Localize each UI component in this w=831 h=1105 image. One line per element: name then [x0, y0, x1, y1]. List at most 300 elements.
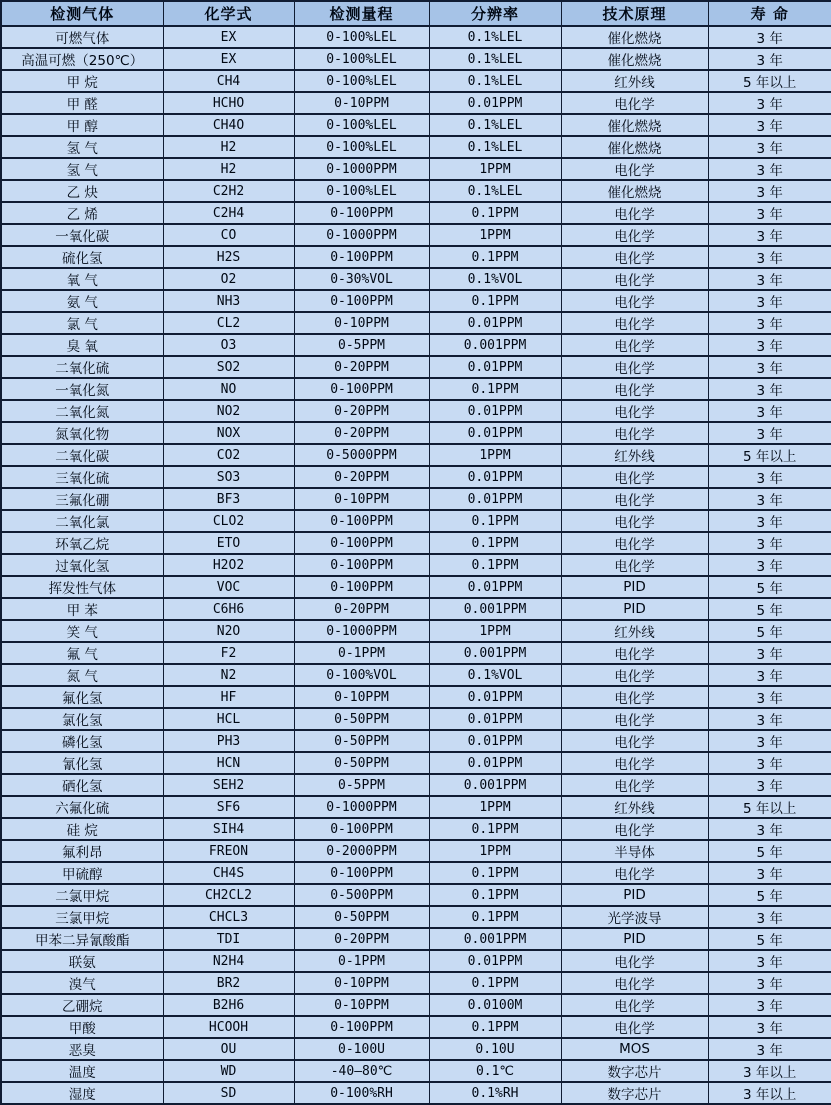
table-row: [1, 686, 831, 708]
cell-principle: 电化学: [561, 972, 708, 994]
cell-resolution: 0.1PPM: [429, 290, 561, 312]
cell-lifespan: 3 年: [708, 48, 831, 70]
cell-chemical-formula: OU: [163, 1038, 294, 1060]
cell-principle: 电化学: [561, 510, 708, 532]
cell-gas-name: 氢 气: [1, 136, 163, 158]
cell-detection-range: 0-1000PPM: [294, 158, 429, 180]
cell-lifespan: 5 年: [708, 928, 831, 950]
table-row: [1, 532, 831, 554]
table-row: [1, 356, 831, 378]
cell-detection-range: 0-50PPM: [294, 708, 429, 730]
cell-chemical-formula: CLO2: [163, 510, 294, 532]
cell-resolution: 0.0100M: [429, 994, 561, 1016]
cell-resolution: 0.01PPM: [429, 686, 561, 708]
cell-chemical-formula: WD: [163, 1060, 294, 1082]
cell-principle: 数字芯片: [561, 1060, 708, 1082]
cell-chemical-formula: N2O: [163, 620, 294, 642]
table-row: [1, 114, 831, 136]
cell-resolution: 0.1PPM: [429, 202, 561, 224]
table-row: [1, 136, 831, 158]
cell-detection-range: 0-100PPM: [294, 862, 429, 884]
cell-lifespan: 5 年: [708, 576, 831, 598]
header-row: [1, 1, 831, 26]
cell-lifespan: 5 年: [708, 620, 831, 642]
cell-resolution: 0.1%LEL: [429, 26, 561, 48]
cell-principle: 光学波导: [561, 906, 708, 928]
cell-gas-name: 甲 苯: [1, 598, 163, 620]
cell-gas-name: 笑 气: [1, 620, 163, 642]
cell-principle: 电化学: [561, 708, 708, 730]
cell-gas-name: 一氧化碳: [1, 224, 163, 246]
cell-chemical-formula: VOC: [163, 576, 294, 598]
cell-chemical-formula: N2: [163, 664, 294, 686]
cell-principle: 催化燃烧: [561, 114, 708, 136]
cell-lifespan: 3 年: [708, 532, 831, 554]
column-header-gas: 检测气体: [1, 1, 163, 26]
cell-lifespan: 3 年: [708, 158, 831, 180]
cell-gas-name: 湿度: [1, 1082, 163, 1104]
cell-chemical-formula: ETO: [163, 532, 294, 554]
cell-gas-name: 氮氧化物: [1, 422, 163, 444]
cell-detection-range: 0-100PPM: [294, 1016, 429, 1038]
cell-principle: 电化学: [561, 774, 708, 796]
cell-detection-range: 0-100PPM: [294, 576, 429, 598]
column-header-principle: 技术原理: [561, 1, 708, 26]
cell-lifespan: 3 年: [708, 312, 831, 334]
cell-chemical-formula: TDI: [163, 928, 294, 950]
cell-resolution: 0.1PPM: [429, 1016, 561, 1038]
cell-resolution: 0.01PPM: [429, 466, 561, 488]
cell-principle: 电化学: [561, 290, 708, 312]
table-row: [1, 1016, 831, 1038]
table-row: [1, 488, 831, 510]
cell-lifespan: 3 年: [708, 378, 831, 400]
cell-lifespan: 5 年: [708, 598, 831, 620]
cell-gas-name: 氟利昂: [1, 840, 163, 862]
cell-lifespan: 3 年: [708, 268, 831, 290]
cell-gas-name: 氟化氢: [1, 686, 163, 708]
table-row: [1, 444, 831, 466]
column-header-range: 检测量程: [294, 1, 429, 26]
cell-chemical-formula: C6H6: [163, 598, 294, 620]
table-row: [1, 180, 831, 202]
cell-chemical-formula: CHCL3: [163, 906, 294, 928]
cell-resolution: 0.1PPM: [429, 510, 561, 532]
cell-gas-name: 二氧化氯: [1, 510, 163, 532]
cell-principle: 电化学: [561, 422, 708, 444]
cell-lifespan: 3 年: [708, 730, 831, 752]
cell-lifespan: 5 年以上: [708, 796, 831, 818]
table-row: [1, 774, 831, 796]
cell-gas-name: 磷化氢: [1, 730, 163, 752]
cell-detection-range: 0-100PPM: [294, 818, 429, 840]
cell-lifespan: 3 年: [708, 752, 831, 774]
cell-gas-name: 氧 气: [1, 268, 163, 290]
cell-resolution: 0.01PPM: [429, 708, 561, 730]
cell-detection-range: 0-10PPM: [294, 686, 429, 708]
cell-gas-name: 乙 烯: [1, 202, 163, 224]
cell-resolution: 0.1PPM: [429, 884, 561, 906]
cell-resolution: 0.001PPM: [429, 928, 561, 950]
cell-principle: PID: [561, 884, 708, 906]
table-header: [1, 1, 831, 26]
cell-detection-range: 0-1000PPM: [294, 796, 429, 818]
cell-detection-range: -40—80℃: [294, 1060, 429, 1082]
cell-lifespan: 3 年: [708, 422, 831, 444]
cell-detection-range: 0-20PPM: [294, 928, 429, 950]
cell-gas-name: 氯化氢: [1, 708, 163, 730]
cell-detection-range: 0-1PPM: [294, 642, 429, 664]
cell-gas-name: 氯 气: [1, 312, 163, 334]
cell-detection-range: 0-5PPM: [294, 334, 429, 356]
cell-resolution: 1PPM: [429, 796, 561, 818]
cell-lifespan: 3 年: [708, 774, 831, 796]
cell-detection-range: 0-100PPM: [294, 246, 429, 268]
cell-resolution: 0.001PPM: [429, 598, 561, 620]
column-header-lifespan: 寿 命: [708, 1, 831, 26]
cell-chemical-formula: FREON: [163, 840, 294, 862]
table-row: [1, 972, 831, 994]
cell-principle: 电化学: [561, 488, 708, 510]
cell-gas-name: 乙硼烷: [1, 994, 163, 1016]
cell-resolution: 0.01PPM: [429, 730, 561, 752]
cell-chemical-formula: HCN: [163, 752, 294, 774]
cell-gas-name: 甲 烷: [1, 70, 163, 92]
table-row: [1, 312, 831, 334]
cell-resolution: 0.1%VOL: [429, 664, 561, 686]
cell-lifespan: 3 年: [708, 488, 831, 510]
cell-detection-range: 0-100PPM: [294, 510, 429, 532]
cell-detection-range: 0-10PPM: [294, 92, 429, 114]
cell-resolution: 0.01PPM: [429, 422, 561, 444]
cell-detection-range: 0-10PPM: [294, 972, 429, 994]
cell-gas-name: 过氧化氢: [1, 554, 163, 576]
cell-resolution: 0.01PPM: [429, 576, 561, 598]
cell-lifespan: 3 年: [708, 180, 831, 202]
table-row: [1, 1060, 831, 1082]
table-row: [1, 994, 831, 1016]
table-row: [1, 202, 831, 224]
cell-chemical-formula: H2: [163, 158, 294, 180]
cell-detection-range: 0-100%LEL: [294, 114, 429, 136]
cell-resolution: 0.01PPM: [429, 752, 561, 774]
table-row: [1, 466, 831, 488]
cell-lifespan: 3 年: [708, 466, 831, 488]
cell-principle: 电化学: [561, 994, 708, 1016]
cell-lifespan: 3 年: [708, 356, 831, 378]
cell-lifespan: 3 年: [708, 224, 831, 246]
cell-lifespan: 3 年以上: [708, 1060, 831, 1082]
cell-resolution: 0.01PPM: [429, 488, 561, 510]
table-row: [1, 796, 831, 818]
cell-chemical-formula: B2H6: [163, 994, 294, 1016]
table-row: [1, 378, 831, 400]
cell-gas-name: 硒化氢: [1, 774, 163, 796]
cell-detection-range: 0-100PPM: [294, 290, 429, 312]
cell-principle: 电化学: [561, 334, 708, 356]
column-header-resolution: 分辨率: [429, 1, 561, 26]
cell-chemical-formula: SO2: [163, 356, 294, 378]
cell-lifespan: 3 年: [708, 246, 831, 268]
cell-resolution: 0.1PPM: [429, 862, 561, 884]
cell-principle: 电化学: [561, 356, 708, 378]
cell-resolution: 1PPM: [429, 444, 561, 466]
cell-detection-range: 0-5000PPM: [294, 444, 429, 466]
cell-chemical-formula: BR2: [163, 972, 294, 994]
cell-principle: 电化学: [561, 224, 708, 246]
cell-principle: 催化燃烧: [561, 180, 708, 202]
cell-detection-range: 0-100%VOL: [294, 664, 429, 686]
cell-resolution: 0.1PPM: [429, 554, 561, 576]
cell-gas-name: 三氯甲烷: [1, 906, 163, 928]
cell-lifespan: 3 年: [708, 664, 831, 686]
cell-detection-range: 0-10PPM: [294, 994, 429, 1016]
cell-chemical-formula: HF: [163, 686, 294, 708]
cell-gas-name: 二氧化碳: [1, 444, 163, 466]
cell-resolution: 0.1%LEL: [429, 136, 561, 158]
table-row: [1, 928, 831, 950]
cell-gas-name: 高温可燃（250℃）: [1, 48, 163, 70]
cell-chemical-formula: SO3: [163, 466, 294, 488]
cell-resolution: 0.1%LEL: [429, 114, 561, 136]
cell-principle: 催化燃烧: [561, 136, 708, 158]
cell-lifespan: 5 年以上: [708, 444, 831, 466]
table-row: [1, 70, 831, 92]
cell-chemical-formula: CH4: [163, 70, 294, 92]
cell-detection-range: 0-2000PPM: [294, 840, 429, 862]
cell-gas-name: 甲 醛: [1, 92, 163, 114]
cell-lifespan: 3 年: [708, 26, 831, 48]
table-row: [1, 730, 831, 752]
cell-gas-name: 恶臭: [1, 1038, 163, 1060]
cell-gas-name: 三氧化硫: [1, 466, 163, 488]
cell-chemical-formula: CH4S: [163, 862, 294, 884]
cell-principle: PID: [561, 928, 708, 950]
table-row: [1, 884, 831, 906]
cell-resolution: 0.1PPM: [429, 818, 561, 840]
cell-gas-name: 环氧乙烷: [1, 532, 163, 554]
cell-gas-name: 臭 氧: [1, 334, 163, 356]
cell-resolution: 0.1PPM: [429, 906, 561, 928]
cell-chemical-formula: CO2: [163, 444, 294, 466]
cell-detection-range: 0-30%VOL: [294, 268, 429, 290]
table-row: [1, 158, 831, 180]
cell-chemical-formula: C2H2: [163, 180, 294, 202]
cell-detection-range: 0-100%LEL: [294, 26, 429, 48]
cell-resolution: 0.10U: [429, 1038, 561, 1060]
cell-chemical-formula: SEH2: [163, 774, 294, 796]
cell-lifespan: 3 年: [708, 202, 831, 224]
cell-lifespan: 3 年: [708, 708, 831, 730]
cell-lifespan: 3 年: [708, 554, 831, 576]
cell-resolution: 0.001PPM: [429, 774, 561, 796]
cell-chemical-formula: CL2: [163, 312, 294, 334]
table-row: [1, 598, 831, 620]
cell-chemical-formula: O2: [163, 268, 294, 290]
cell-gas-name: 联氨: [1, 950, 163, 972]
table-row: [1, 422, 831, 444]
table-row: [1, 400, 831, 422]
cell-resolution: 0.001PPM: [429, 334, 561, 356]
cell-resolution: 0.1PPM: [429, 972, 561, 994]
cell-gas-name: 甲 醇: [1, 114, 163, 136]
cell-detection-range: 0-100%LEL: [294, 70, 429, 92]
cell-gas-name: 二氧化硫: [1, 356, 163, 378]
cell-chemical-formula: NO2: [163, 400, 294, 422]
cell-lifespan: 3 年: [708, 642, 831, 664]
cell-principle: MOS: [561, 1038, 708, 1060]
cell-gas-name: 一氧化氮: [1, 378, 163, 400]
cell-lifespan: 5 年: [708, 884, 831, 906]
cell-resolution: 0.1%RH: [429, 1082, 561, 1104]
cell-resolution: 0.01PPM: [429, 356, 561, 378]
cell-principle: PID: [561, 598, 708, 620]
cell-resolution: 0.01PPM: [429, 312, 561, 334]
cell-principle: 电化学: [561, 1016, 708, 1038]
column-header-formula: 化学式: [163, 1, 294, 26]
cell-lifespan: 3 年: [708, 818, 831, 840]
cell-resolution: 1PPM: [429, 620, 561, 642]
cell-chemical-formula: C2H4: [163, 202, 294, 224]
cell-resolution: 1PPM: [429, 840, 561, 862]
cell-detection-range: 0-100PPM: [294, 378, 429, 400]
table-row: [1, 752, 831, 774]
cell-chemical-formula: NOX: [163, 422, 294, 444]
cell-chemical-formula: H2O2: [163, 554, 294, 576]
cell-resolution: 0.1%LEL: [429, 180, 561, 202]
cell-detection-range: 0-100U: [294, 1038, 429, 1060]
cell-chemical-formula: EX: [163, 48, 294, 70]
cell-chemical-formula: BF3: [163, 488, 294, 510]
table-row: [1, 818, 831, 840]
cell-chemical-formula: HCHO: [163, 92, 294, 114]
cell-gas-name: 氢 气: [1, 158, 163, 180]
cell-chemical-formula: PH3: [163, 730, 294, 752]
cell-chemical-formula: SIH4: [163, 818, 294, 840]
table-body: [1, 26, 831, 1104]
cell-resolution: 1PPM: [429, 224, 561, 246]
cell-resolution: 0.001PPM: [429, 642, 561, 664]
cell-principle: 红外线: [561, 70, 708, 92]
cell-gas-name: 甲硫醇: [1, 862, 163, 884]
table-row: [1, 554, 831, 576]
cell-resolution: 0.01PPM: [429, 950, 561, 972]
table-row: [1, 268, 831, 290]
table-row: [1, 906, 831, 928]
cell-gas-name: 硅 烷: [1, 818, 163, 840]
cell-detection-range: 0-50PPM: [294, 730, 429, 752]
cell-detection-range: 0-100%RH: [294, 1082, 429, 1104]
cell-principle: 电化学: [561, 202, 708, 224]
cell-principle: 电化学: [561, 818, 708, 840]
cell-chemical-formula: SF6: [163, 796, 294, 818]
cell-gas-name: 硫化氢: [1, 246, 163, 268]
cell-resolution: 0.1PPM: [429, 378, 561, 400]
cell-lifespan: 3 年: [708, 862, 831, 884]
cell-principle: 电化学: [561, 752, 708, 774]
cell-detection-range: 0-100PPM: [294, 554, 429, 576]
cell-detection-range: 0-20PPM: [294, 466, 429, 488]
cell-principle: 电化学: [561, 532, 708, 554]
cell-chemical-formula: HCL: [163, 708, 294, 730]
cell-principle: 电化学: [561, 686, 708, 708]
cell-chemical-formula: SD: [163, 1082, 294, 1104]
cell-principle: 催化燃烧: [561, 48, 708, 70]
cell-resolution: 0.01PPM: [429, 400, 561, 422]
cell-lifespan: 3 年: [708, 972, 831, 994]
cell-principle: 电化学: [561, 92, 708, 114]
cell-principle: 红外线: [561, 620, 708, 642]
table-row: [1, 224, 831, 246]
cell-lifespan: 3 年: [708, 686, 831, 708]
cell-detection-range: 0-1000PPM: [294, 224, 429, 246]
cell-detection-range: 0-20PPM: [294, 400, 429, 422]
cell-detection-range: 0-100PPM: [294, 532, 429, 554]
cell-gas-name: 挥发性气体: [1, 576, 163, 598]
cell-principle: 数字芯片: [561, 1082, 708, 1104]
cell-detection-range: 0-10PPM: [294, 488, 429, 510]
table-row: [1, 642, 831, 664]
cell-gas-name: 甲苯二异氰酸酯: [1, 928, 163, 950]
cell-lifespan: 5 年: [708, 840, 831, 862]
cell-chemical-formula: CH2CL2: [163, 884, 294, 906]
cell-principle: 红外线: [561, 796, 708, 818]
cell-principle: 电化学: [561, 158, 708, 180]
cell-resolution: 1PPM: [429, 158, 561, 180]
cell-detection-range: 0-50PPM: [294, 752, 429, 774]
table-row: [1, 708, 831, 730]
cell-detection-range: 0-20PPM: [294, 422, 429, 444]
cell-lifespan: 3 年: [708, 994, 831, 1016]
cell-detection-range: 0-100PPM: [294, 202, 429, 224]
cell-resolution: 0.1%LEL: [429, 70, 561, 92]
table-row: [1, 92, 831, 114]
table-row: [1, 950, 831, 972]
table-row: [1, 246, 831, 268]
cell-lifespan: 3 年以上: [708, 1082, 831, 1104]
cell-detection-range: 0-20PPM: [294, 356, 429, 378]
table-row: [1, 1038, 831, 1060]
cell-principle: 电化学: [561, 268, 708, 290]
cell-principle: 电化学: [561, 246, 708, 268]
cell-detection-range: 0-100%LEL: [294, 180, 429, 202]
table-row: [1, 862, 831, 884]
cell-lifespan: 3 年: [708, 906, 831, 928]
cell-detection-range: 0-100%LEL: [294, 48, 429, 70]
cell-lifespan: 3 年: [708, 136, 831, 158]
table-row: [1, 290, 831, 312]
cell-lifespan: 3 年: [708, 1016, 831, 1038]
cell-gas-name: 温度: [1, 1060, 163, 1082]
cell-detection-range: 0-100%LEL: [294, 136, 429, 158]
cell-principle: 电化学: [561, 642, 708, 664]
table-row: [1, 48, 831, 70]
cell-resolution: 0.1%VOL: [429, 268, 561, 290]
cell-detection-range: 0-50PPM: [294, 906, 429, 928]
cell-principle: 催化燃烧: [561, 26, 708, 48]
cell-resolution: 0.1PPM: [429, 532, 561, 554]
cell-detection-range: 0-10PPM: [294, 312, 429, 334]
cell-lifespan: 3 年: [708, 334, 831, 356]
cell-lifespan: 3 年: [708, 290, 831, 312]
cell-lifespan: 3 年: [708, 950, 831, 972]
table-row: [1, 664, 831, 686]
cell-detection-range: 0-500PPM: [294, 884, 429, 906]
cell-lifespan: 3 年: [708, 1038, 831, 1060]
cell-principle: 电化学: [561, 312, 708, 334]
table-row: [1, 510, 831, 532]
cell-chemical-formula: O3: [163, 334, 294, 356]
